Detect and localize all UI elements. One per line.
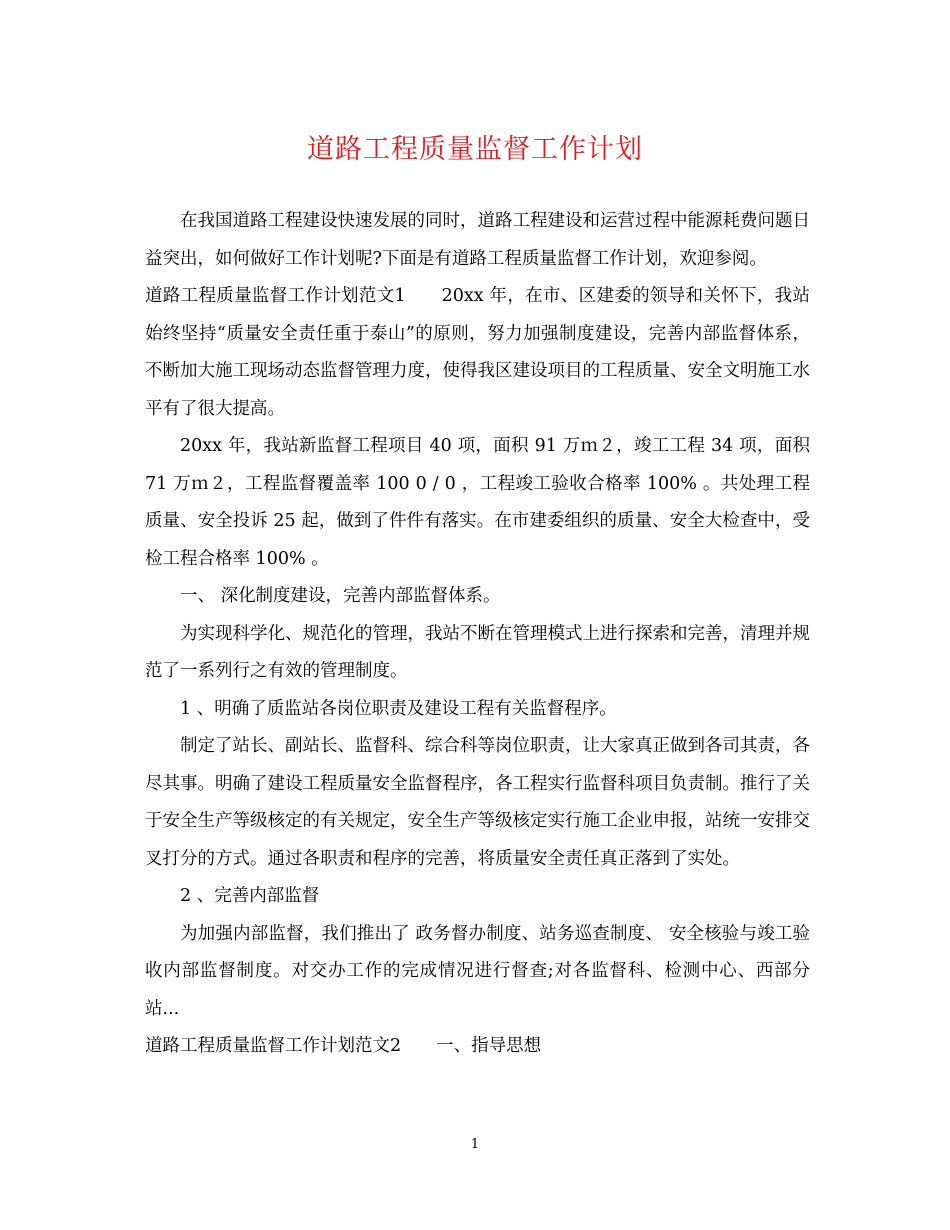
paragraph: 为加强内部监督，我们推出了 政务督办制度、站务巡查制度、 安全核验与竣工验收内部监督制度。对交办工作的完成情况进行督查;对各监督科、检测中心、西部分站... bbox=[145, 923, 810, 1019]
paragraph: 在我国道路工程建设快速发展的同时，道路工程建设和运营过程中能源耗费问题日益突出，如何做好工作计划呢?下面是有道路工程质量监督工作计划，欢迎参阅。 bbox=[145, 211, 810, 269]
paragraph: 为实现科学化、规范化的管理，我站不断在管理模式上进行探索和完善，清理并规范了一系列行之有效的管理制度。 bbox=[145, 623, 810, 681]
page-number: 1 bbox=[470, 1137, 480, 1152]
paragraph: 20xx 年，我站新监督工程项目 40 项，面积 91 万ｍ２，竣工工程 34 项，面积 71 万ｍ２，工程监督覆盖率 100 0 / 0 ，工程竣工验收合格率 100% 。共处理工程质量、安全投诉 25 起，做到了件件有落实。在市建委组织的质量、安全大检查中，受检工程合格率 100% 。 bbox=[145, 436, 810, 569]
paragraph: 2 、完善内部监督 bbox=[180, 886, 320, 906]
document-body bbox=[145, 203, 810, 1066]
paragraph: 道路工程质量监督工作计划范文1 20xx 年，在市、区建委的领导和关怀下，我站始终坚持“质量安全责任重于泰山”的原则，努力加强制度建设，完善内部监督体系，不断加大施工现场动态监督管理力度，使得我区建设项目的工程质量、安全文明施工水平有了很大提高。 bbox=[145, 286, 810, 419]
paragraph: 1 、明确了质监站各岗位职责及建设工程有关监督程序。 bbox=[180, 698, 617, 719]
paragraph: 道路工程质量监督工作计划范文2 一、指导思想 bbox=[145, 1036, 542, 1056]
paragraph: 制定了站长、副站长、监督科、综合科等岗位职责，让大家真正做到各司其责，各尽其事。明确了建设工程质量安全监督程序，各工程实行监督科项目负责制。推行了关于安全生产等级核定的有关规定，安全生产等级核定实行施工企业申报，站统一安排交 叉打分的方式。通过各职责和程序的完善，将质量安全责任真正落到了实处。 bbox=[145, 736, 810, 869]
document-title: 道路工程质量监督工作计划 bbox=[307, 134, 643, 165]
paragraph: 一、 深化制度建设，完善内部监督体系。 bbox=[180, 586, 501, 606]
